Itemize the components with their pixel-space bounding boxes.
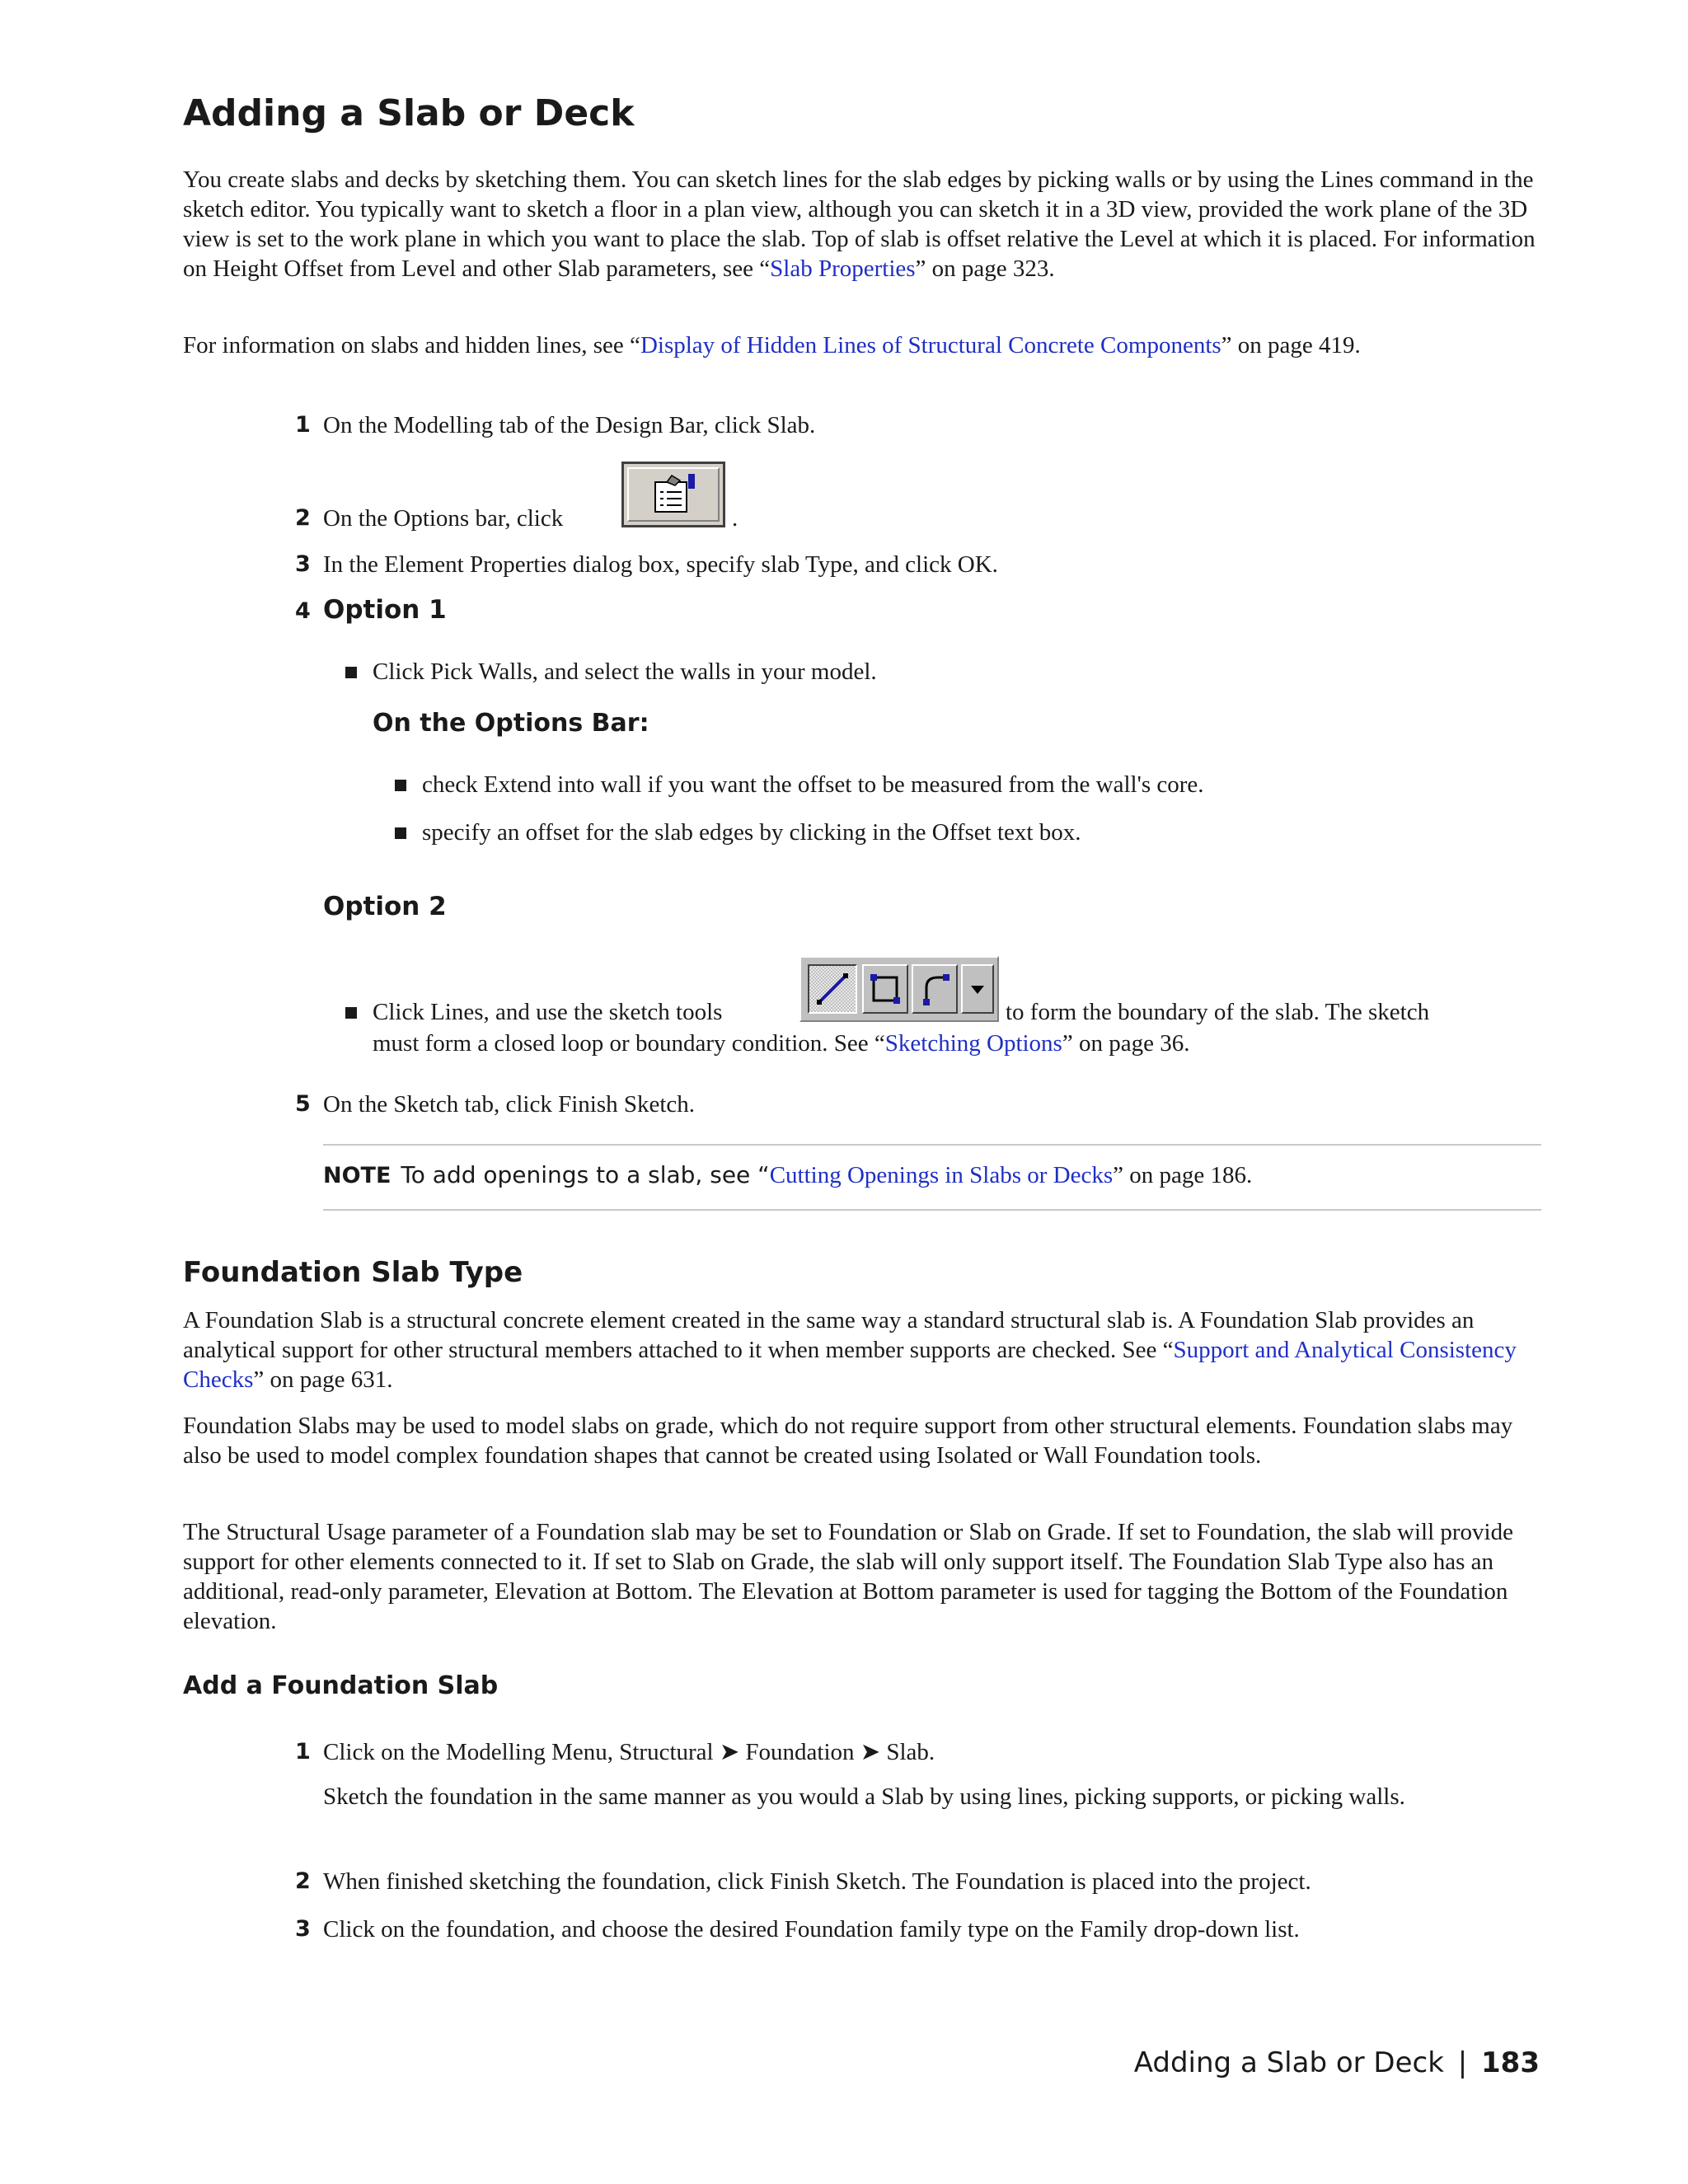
link-hidden-lines[interactable]: Display of Hidden Lines of Structural Concrete Components [640,332,1221,359]
element-properties-button[interactable] [621,462,725,527]
bullet-icon [395,827,406,839]
page-footer [1134,2046,1540,2079]
foundation-step-3-text: Click on the foundation, and choose the desired Foundation family type on the Family drop-down list. [323,1916,1300,1943]
page-number: 183 [1481,2046,1540,2079]
link-slab-properties[interactable]: Slab Properties [770,255,916,282]
note-label: NOTE [323,1163,392,1188]
footer-section-title: Adding a Slab or Deck [1133,2046,1444,2079]
note-tail: ” on page 186. [1113,1162,1253,1188]
link-support-consistency-checks[interactable]: Support and Analytical Consistency Checks [183,1337,1517,1393]
rectangle-tool-icon [864,966,907,1012]
step-2-text: On the Options bar, click [323,505,564,532]
step-number: 1 [295,1739,311,1765]
foundation-step-2-text: When finished sketching the foundation, click Finish Sketch. The Foundation is placed into the project. [323,1868,1311,1895]
intro-paragraph-2-tail: ” on page 419. [1221,332,1361,359]
step-number: 3 [295,551,311,577]
step-number: 1 [295,412,311,438]
bullet-icon [345,1007,357,1019]
step-1-text: On the Modelling tab of the Design Bar, click Slab. [323,412,816,438]
foundation-paragraph-2: Foundation Slabs may be used to model slabs on grade, which do not require support from other structural elements. Foundation slabs may also be used to model complex foundation shapes that cannot be created using Isolated or Wall Foundation tools. [183,1413,1513,1469]
note [323,1160,1252,1191]
bullet-icon [345,667,357,678]
options-bar-item-extend: check Extend into wall if you want the offset to be measured from the wall's core. [422,771,1204,798]
step-number: 2 [295,505,311,531]
step-number: 3 [295,1916,311,1942]
foundation-step-1-subtext: Sketch the foundation in the same manner as you would a Slab by using lines, picking supports, or picking walls. [323,1783,1405,1810]
option-1-bullet: Click Pick Walls, and select the walls in your model. [373,658,877,685]
step-number: 5 [295,1091,311,1117]
option-2-text-c [373,1029,1189,1058]
option-2-text-b: to form the boundary of the slab. The sketch [1006,999,1430,1025]
intro-paragraph-1 [183,165,1541,284]
footer-separator: | [1457,2046,1468,2079]
intro-paragraph-2 [183,330,1541,360]
option-1-heading: Option 1 [323,595,447,625]
line-tool-icon [809,966,856,1012]
intro-paragraph-1-text: You create slabs and decks by sketching them. You can sketch lines for the slab edges by picking walls or by using the Lines command in the sketch editor. You typically want to sketch a floor in a plan view, although you can sketch it in a 3D view, provided the work plane of the 3D view is set to the work plane in which you want to place the slab. Top of slab is offset relative the Level at which it is placed. For information on Height Offset from Level and other Slab parameters, see “ [183,166,1536,282]
option-2-heading: Option 2 [323,892,447,921]
element-properties-icon [650,472,700,517]
section-heading-foundation-slab-type: Foundation Slab Type [183,1256,523,1289]
foundation-paragraph-3: The Structural Usage parameter of a Foundation slab may be set to Foundation or Slab on Grade. If set to Foundation, the slab will provide support for other elements connected to it. If set to Slab on Grade, the slab will only support itself. The Foundation Slab Type also has an additional, read-only parameter, Elevation at Bottom. The Elevation at Bottom parameter is used for tagging the Bottom of the Foundation elevation. [183,1519,1513,1634]
intro-paragraph-1-tail: ” on page 323. [915,255,1055,282]
rectangle-tool-button[interactable] [862,964,908,1014]
step-number: 2 [295,1868,311,1894]
dropdown-arrow-icon [963,966,992,1012]
foundation-paragraph-1 [183,1305,1541,1394]
foundation-step-1-text: Click on the Modelling Menu, Structural ➤ Foundation ➤ Slab. [323,1739,935,1765]
option-2-text-c-tail: ” on page 36. [1062,1030,1190,1057]
sketch-tools-toolbar [799,956,999,1022]
options-bar-item-offset: specify an offset for the slab edges by clicking in the Offset text box. [422,819,1081,846]
line-tool-button[interactable] [808,964,857,1014]
note-text: To add openings to a slab, see “ [401,1161,770,1188]
subsection-heading-add-foundation-slab: Add a Foundation Slab [183,1671,499,1700]
note-top-rule [323,1144,1541,1146]
step-2-tail: . [732,505,738,532]
link-sketching-options[interactable]: Sketching Options [884,1030,1062,1057]
link-cutting-openings[interactable]: Cutting Openings in Slabs or Decks [769,1162,1114,1188]
option-2-text-a: Click Lines, and use the sketch tools [373,999,723,1025]
options-bar-heading: On the Options Bar: [373,709,649,738]
foundation-paragraph-1-tail: ” on page 631. [253,1366,393,1393]
option-2-text-c-lead: must form a closed loop or boundary condition. See “ [373,1030,885,1057]
step-3-text: In the Element Properties dialog box, specify slab Type, and click OK. [323,551,998,578]
intro-paragraph-2-text: For information on slabs and hidden lines, see “ [183,332,640,359]
page-title: Adding a Slab or Deck [183,92,635,134]
arc-tool-icon [913,966,956,1012]
step-5-text: On the Sketch tab, click Finish Sketch. [323,1091,696,1118]
arc-tool-button[interactable] [912,964,958,1014]
bullet-icon [395,780,406,791]
foundation-paragraph-1-text: A Foundation Slab is a structural concrete element created in the same way a standard structural slab is. A Foundation Slab provides an analytical support for other structural members attached to it when member supports are checked. See “ [183,1307,1475,1363]
note-bottom-rule [323,1209,1541,1211]
step-number: 4 [295,598,311,624]
sketch-tools-dropdown[interactable] [961,964,994,1014]
